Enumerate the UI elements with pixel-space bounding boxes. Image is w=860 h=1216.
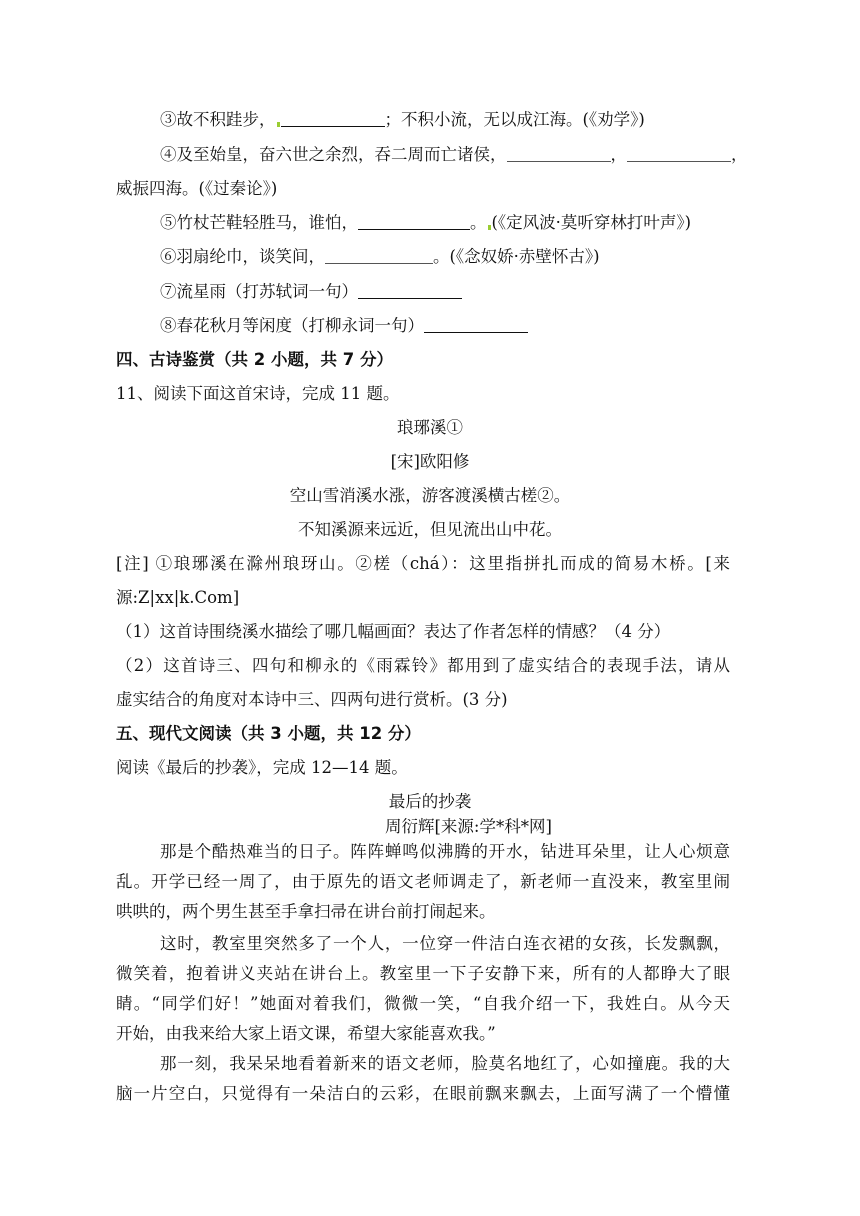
- text: 。(《念奴娇·赤壁怀古》): [433, 247, 600, 266]
- story-author: 周衍辉[来源:学*科*网]: [385, 817, 552, 836]
- text: ④及至始皇，奋六世之余烈，吞二周而亡诸侯，: [160, 145, 507, 164]
- text-line: 威振四海。(《过秦论》): [116, 179, 278, 198]
- fill-blank-item-7: [160, 280, 462, 304]
- paragraph-line: 开始，由我来给大家上语文课，希望大家能喜欢我。”: [116, 1024, 496, 1043]
- text: ，: [731, 145, 748, 164]
- answer-blank[interactable]: [358, 213, 470, 230]
- poem-author: [宋]欧阳修: [390, 452, 470, 471]
- poem-line: 不知溪源来远近，但见流出山中花。: [298, 520, 562, 539]
- fill-blank-item-4: [160, 143, 748, 167]
- paragraph-line: 脑一片空白，只觉得有一朵洁白的云彩，在眼前飘来飘去，上面写满了一个懵懂: [116, 1084, 730, 1103]
- section-heading: 五、现代文阅读（共 3 小题，共 12 分）: [116, 724, 421, 743]
- text: (《定风波·莫听穿林打叶声》): [491, 213, 692, 232]
- poem-line: 空山雪消溪水涨，游客渡溪横古槎②。: [289, 486, 571, 505]
- question-prompt: 11、阅读下面这首宋诗，完成 11 题。: [116, 384, 400, 403]
- paragraph-line: 那是个酷热难当的日子。阵阵蝉鸣似沸腾的开水，钻进耳朵里，让人心烦意: [160, 842, 730, 861]
- stray-mark: [277, 122, 280, 127]
- text: ，: [610, 145, 627, 164]
- text: ；不积小流，无以成江海。(《劝学》): [384, 110, 645, 129]
- paragraph-line: 睛。“同学们好！”她面对着我们，微微一笑，“自我介绍一下，我姓白。从今天: [116, 994, 730, 1013]
- sub-question: 虚实结合的角度对本诗中三、四两句进行赏析。(3 分): [116, 690, 508, 709]
- annotation-note: 源:Z|xx|k.Com]: [116, 588, 240, 607]
- text: ⑧春花秋月等闲度（打柳永词一句）: [160, 316, 424, 335]
- text: ⑦流星雨（打苏轼词一句）: [160, 282, 358, 301]
- answer-blank[interactable]: [358, 282, 462, 299]
- story-title: 最后的抄袭: [388, 792, 472, 811]
- reading-prompt: 阅读《最后的抄袭》，完成 12—14 题。: [116, 758, 408, 777]
- text: ③故不积跬步，: [160, 110, 276, 129]
- fill-blank-item-6: [160, 245, 600, 269]
- text: ⑥羽扇纶巾，谈笑间，: [160, 247, 325, 266]
- paragraph-line: 乱。开学已经一周了，由于原先的语文老师调走了，新老师一直没来，教室里闹: [116, 872, 730, 891]
- paragraph-line: 那一刻，我呆呆地看着新来的语文老师，脸莫名地红了，心如撞鹿。我的大: [160, 1054, 730, 1073]
- answer-blank[interactable]: [424, 316, 528, 333]
- stray-mark: [488, 225, 491, 230]
- poem-title: 琅琊溪①: [397, 418, 463, 437]
- paragraph-line: 这时，教室里突然多了一个人，一位穿一件洁白连衣裙的女孩，长发飘飘，: [160, 934, 730, 953]
- paragraph-line: 微笑着，抱着讲义夹站在讲台上。教室里一下子安静下来，所有的人都睁大了眼: [116, 964, 730, 983]
- fill-blank-item-5: [160, 211, 691, 235]
- answer-blank[interactable]: [281, 110, 385, 127]
- text: 。: [470, 213, 487, 232]
- sub-question: （2）这首诗三、四句和柳永的《雨霖铃》都用到了虚实结合的表现手法，请从: [116, 656, 730, 675]
- fill-blank-item-3: [160, 108, 645, 132]
- answer-blank[interactable]: [507, 145, 611, 162]
- fill-blank-item-8: [160, 314, 528, 338]
- answer-blank[interactable]: [627, 145, 731, 162]
- section-heading: 四、古诗鉴赏（共 2 小题，共 7 分）: [116, 350, 393, 369]
- paragraph-line: 哄哄的，两个男生甚至手拿扫帚在讲台前打闹起来。: [116, 902, 496, 921]
- text: ⑤竹杖芒鞋轻胜马，谁怕，: [160, 213, 358, 232]
- answer-blank[interactable]: [325, 247, 433, 264]
- sub-question: （1）这首诗围绕溪水描绘了哪几幅画面？表达了作者怎样的情感？（4 分）: [116, 622, 671, 641]
- annotation-note: [注] ①琅琊溪在滁州琅玡山。②槎（chá）：这里指拼扎而成的简易木桥。[来: [116, 554, 730, 573]
